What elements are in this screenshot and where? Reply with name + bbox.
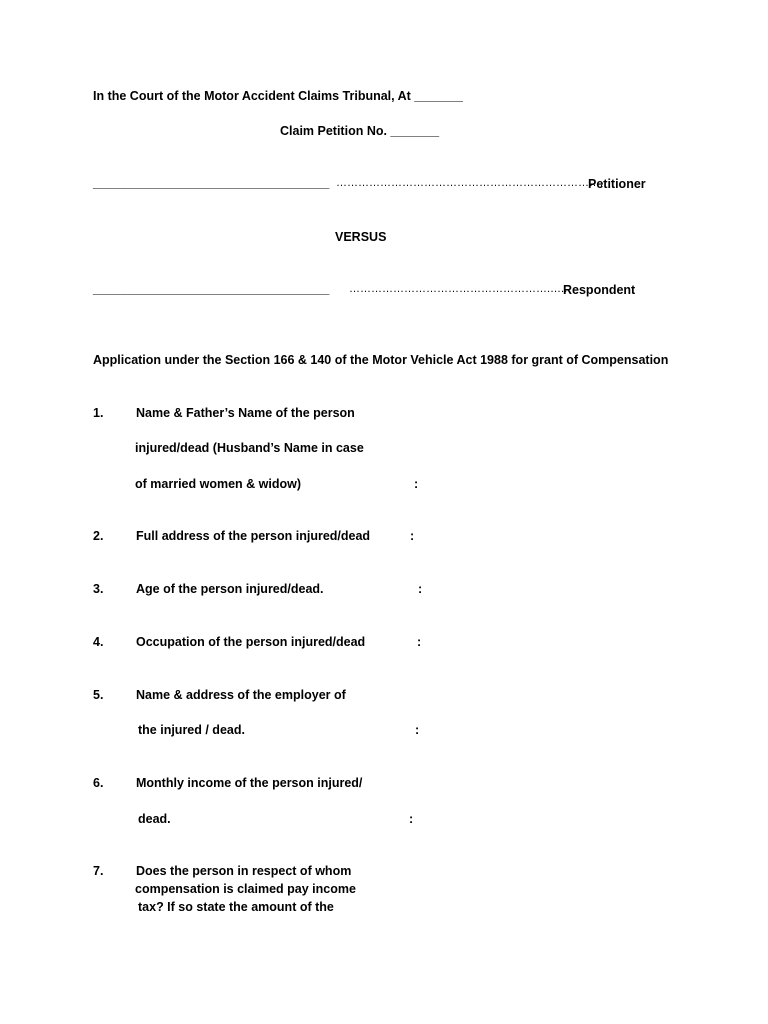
petitioner-label: Petitioner <box>588 177 646 191</box>
item-3-number: 3. <box>93 582 104 596</box>
versus-label: VERSUS <box>335 230 387 244</box>
item-5-colon: : <box>415 723 420 737</box>
item-6-colon: : <box>409 812 414 826</box>
item-4-line-1: Occupation of the person injured/dead <box>136 635 366 649</box>
item-5-line-1: Name & address of the employer of <box>136 688 346 702</box>
item-2-line-1: Full address of the person injured/dead <box>136 529 371 543</box>
item-5-line-2: the injured / dead. <box>138 723 245 737</box>
item-1-line-3: of married women & widow) <box>135 477 301 491</box>
item-6-line-1: Monthly income of the person injured/ <box>136 776 363 790</box>
item-3-line-1: Age of the person injured/dead. <box>136 582 324 596</box>
item-7-line-2: compensation is claimed pay income <box>135 882 356 896</box>
item-1-colon: : <box>414 477 419 491</box>
claim-petition-number: Claim Petition No. _______ <box>280 124 440 138</box>
respondent-blank-line: __________________________________ <box>93 282 330 296</box>
item-2-colon: : <box>410 529 415 543</box>
item-5-number: 5. <box>93 688 104 702</box>
petitioner-blank-line: __________________________________ <box>93 176 330 190</box>
application-title: Application under the Section 166 & 140 of the Motor Vehicle Act 1988 for grant of Compensation <box>93 353 669 367</box>
item-7-line-1: Does the person in respect of whom <box>136 864 352 878</box>
item-1-line-2: injured/dead (Husband’s Name in case <box>135 441 364 455</box>
item-2-number: 2. <box>93 529 104 543</box>
item-7-number: 7. <box>93 864 104 878</box>
item-4-colon: : <box>417 635 422 649</box>
petitioner-dotted-line: ………………………………………………………………. <box>336 177 604 189</box>
item-7-line-3: tax? If so state the amount of the <box>138 900 334 914</box>
respondent-dotted-line: ……………………………………………….….. <box>349 283 568 295</box>
item-1-line-1: Name & Father’s Name of the person <box>136 406 355 420</box>
item-6-number: 6. <box>93 776 104 790</box>
court-heading: In the Court of the Motor Accident Claims Tribunal, At _______ <box>93 89 463 103</box>
item-6-line-2: dead. <box>138 812 171 826</box>
respondent-label: Respondent <box>563 283 636 297</box>
item-3-colon: : <box>418 582 423 596</box>
item-1-number: 1. <box>93 406 104 420</box>
item-4-number: 4. <box>93 635 104 649</box>
